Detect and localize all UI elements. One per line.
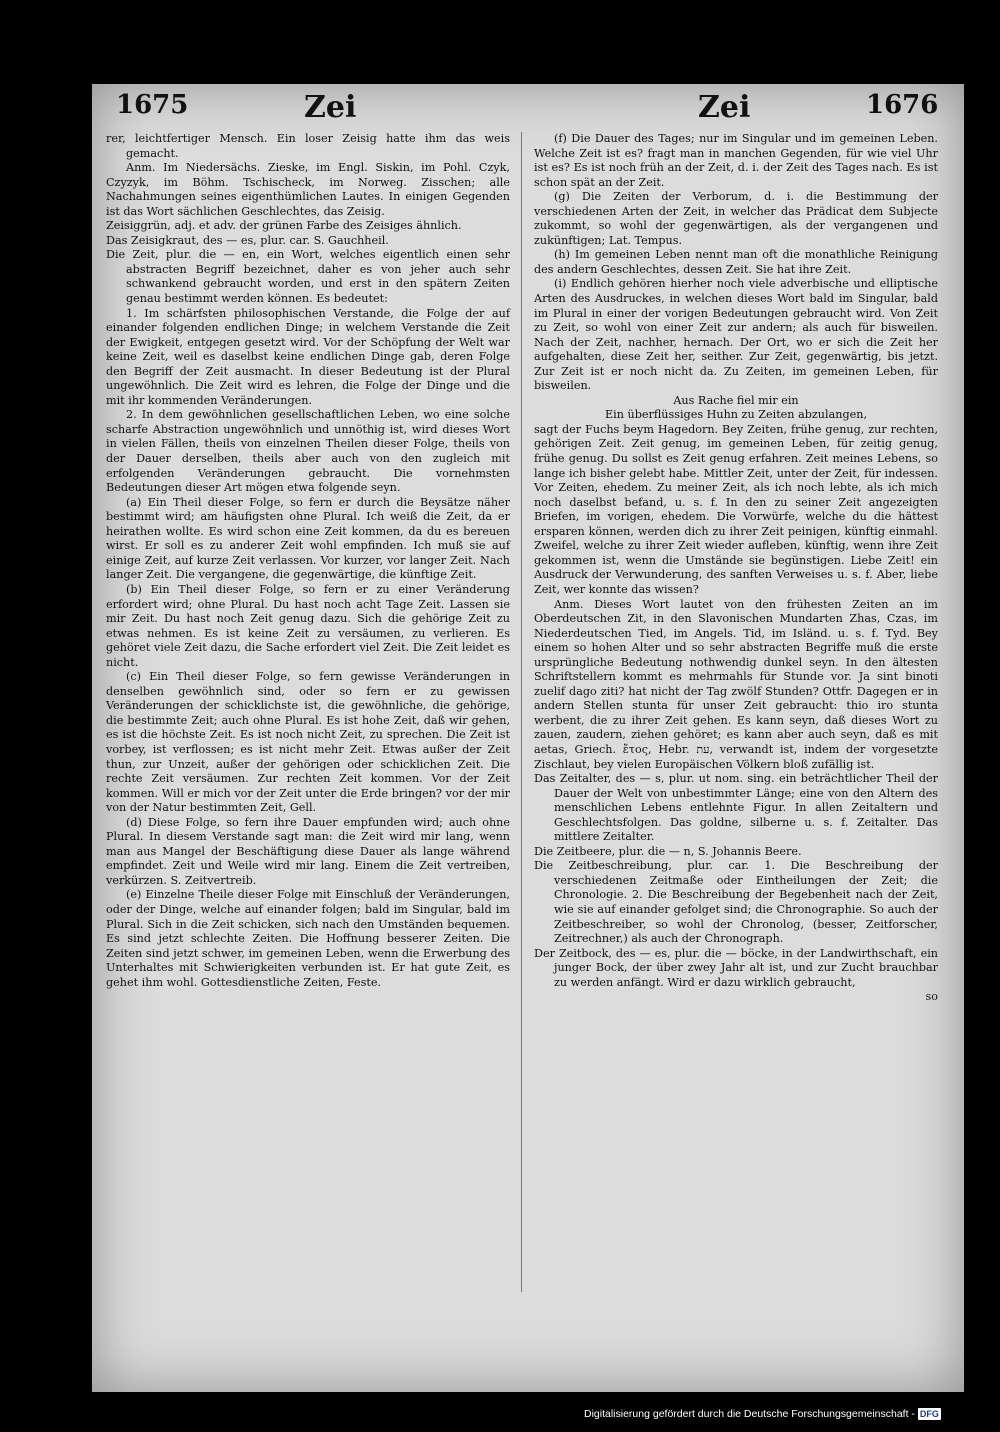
- dictionary-page: [92, 84, 964, 1392]
- left-column-paragraph: (d) Diese Folge, so fern ihre Dauer empfunden wird; auch ohne Plural. In diesem Verstande sagt man: die Zeit wird mir lang, wenn man aus Mangel der Beschäftigung diese Dauer als lange während empfindet. Zeit und Weile wird mir lang. Einem die Zeit vertreiben, verkürzen. S. Zeitvertreib.: [106, 815, 510, 887]
- left-column-paragraph: (c) Ein Theil dieser Folge, so fern gewisse Veränderungen in denselben gewöhnlich sind, oder so fern er zu gewissen Veränderungen der schicklichste ist, die gewöhnliche, die gehörige, die bestimmte Zeit; auch ohne Plural. Es ist hohe Zeit, daß wir gehen, es ist die höchste Zeit. Es ist noch nicht Zeit, zu sprechen. Die Zeit ist vorbey, ist verflossen; es ist nicht mehr Zeit. Etwas außer der Zeit thun, zur Unzeit, außer der gehörigen oder schicklichen Zeit. Die rechte Zeit versäumen. Zur rechten Zeit kommen. Vor der Zeit kommen. Will er mich vor der Zeit unter die Erde bringen? vor der mir von der Natur bestimmten Zeit, Gell.: [106, 670, 510, 815]
- footer-text: Digitalisierung gefördert durch die Deutsche Forschungsgemeinschaft -: [584, 1408, 915, 1420]
- right-column-paragraph: Der Zeitbock, des — es, plur. die — böcke, in der Landwirthschaft, ein junger Bock, der über zwey Jahr alt ist, und zur Zucht brauchbar zu werden anfängt. Wird er dazu wirklich gebraucht,: [534, 946, 938, 989]
- page-number-left: 1675: [116, 90, 189, 120]
- left-column-paragraph: Anm. Im Niedersächs. Zieske, im Engl. Siskin, im Pohl. Czyk, Czyzyk, im Böhm. Tschischeck, im Norweg. Zisschen; alle Nachahmungen seines eigenthümlichen Lautes. In einigen Gegenden ist das Wort sächlichen Geschlechtes, das Zeisig.: [106, 161, 510, 218]
- right-column-paragraph: (i) Endlich gehören hierher noch viele adverbische und elliptische Arten des Ausdruckes, in welchen dieses Wort bald im Singular, bald im Plural in einer der vorigen Bedeutungen gebraucht wird. Von Zeit zu Zeit, so wohl von einer Zeit zur andern; als auch für bisweilen. Nach der Zeit, nachher, hernach. Der Ort, wo er sich die Zeit her aufgehalten, diese Zeit her, seither. Zur Zeit, gegenwärtig, bis jetzt. Zur Zeit ist er noch nicht da. Zu Zeiten, im gemeinen Leben, für bisweilen.: [534, 277, 938, 393]
- catchword-right: Zei: [698, 90, 751, 125]
- digitization-footer: [584, 1408, 941, 1420]
- right-column-paragraph: (g) Die Zeiten der Verborum, d. i. die Bestimmung der verschiedenen Arten der Zeit, in welcher das Prädicat dem Subjecte zukommt, so wohl der gegenwärtigen, als der vergangenen und zukünftigen; Lat. Tempus.: [534, 190, 938, 247]
- left-column-paragraph: Zeisiggrün, adj. et adv. der grünen Farbe des Zeisiges ähnlich.: [106, 219, 462, 233]
- right-column-paragraph: (h) Im gemeinen Leben nennt man oft die monathliche Reinigung des andern Geschlechtes, dessen Zeit. Sie hat ihre Zeit.: [534, 248, 938, 276]
- right-column: [534, 132, 938, 1005]
- right-column-paragraph: Die Zeitbeere, plur. die — n, S. Johannis Beere.: [534, 844, 802, 858]
- left-column: [106, 132, 510, 990]
- page-number-right: 1676: [866, 90, 939, 120]
- left-column-paragraph: (b) Ein Theil dieser Folge, so fern er zu einer Veränderung erfordert wird; ohne Plural. Du hast noch acht Tage Zeit. Lassen sie mir Zeit. Du hast noch Zeit genug dazu. Sich die gehörige Zeit zu etwas nehmen. Es ist keine Zeit zu versäumen, zu verlieren. Es gehöret viele Zeit dazu, die Sache erfordert viel Zeit. Die Zeit leidet es nicht.: [106, 582, 510, 669]
- left-column-paragraph: 1. Im schärfsten philosophischen Verstande, die Folge der auf einander folgenden endlichen Dinge; in welchem Verstande die Zeit der Ewigkeit, entgegen gesetzt wird. Vor der Schöpfung der Welt war keine Zeit, weil es daselbst keine endlichen Dinge gab, deren Folge den Begriff der Zeit ausmacht. In dieser Bedeutung ist der Plural ungewöhnlich. Die Zeit wird es lehren, die Folge der Dinge und die mit ihr kommenden Veränderungen.: [106, 306, 510, 407]
- dfg-logo: DFG: [919, 1409, 939, 1420]
- right-column-paragraph: Die Zeitbeschreibung, plur. car. 1. Die Beschreibung der verschiedenen Zeitmaße oder Eintheilungen der Zeit; die Chronologie. 2. Die Beschreibung der Begebenheit nach der Zeit, wie sie auf einander gefolget sind; die Chronographie. So auch der Zeitbeschreiber, so wohl der Chronolog, (besser, Zeitforscher, Zeitrechner,) als auch der Chronograph.: [534, 859, 938, 946]
- right-column-paragraph: Das Zeitalter, des — s, plur. ut nom. sing. ein beträchtlicher Theil der Dauer der Welt von unbestimmter Länge; eine von den Altern des menschlichen Lebens entlehnte Figur. In allen Zeitaltern und Geschlechtsfolgen. Das goldne, silberne u. s. f. Zeitalter. Das mittlere Zeitalter.: [534, 772, 938, 844]
- right-column-paragraph: (f) Die Dauer des Tages; nur im Singular und im gemeinen Leben. Welche Zeit ist es? fragt man in manchen Gegenden, für wie viel Uhr ist es? Es ist noch früh an der Zeit, d. i. der Zeit des Tages nach. Es ist schon spät an der Zeit.: [534, 132, 938, 189]
- right-column-paragraph: sagt der Fuchs beym Hagedorn. Bey Zeiten, frühe genug, zur rechten, gehörigen Zeit. Zeit genug, im gemeinen Leben, für zeitig genug, frühe genug. Du sollst es Zeit genug erfahren. Zeit meines Lebens, so lange ich bisher gelebt habe. Mittler Zeit, unter der Zeit, für indessen. Vor Zeiten, ehedem. Zu meiner Zeit, als ich noch lebte, als ich mich noch daselbst befand, u. s. f. In den zu seiner Zeit angezeigten Briefen, im vorigen, ehedem. Die Vorwürfe, welche du die hättest ersparen können, werden dich zu ihrer Zeit peinigen, künftig einmahl. Zweifel, welche zu ihrer Zeit wieder aufleben, künftig, wenn ihre Zeit gekommen ist, wenn die Umstände sie begünstigen. Liebe Zeit! ein Ausdruck der Verwunderung, des sanften Verweises u. s. f. Aber, liebe Zeit, wer konnte das wissen?: [534, 422, 938, 596]
- left-column-paragraph: (a) Ein Theil dieser Folge, so fern er durch die Beysätze näher bestimmt wird; am häufigsten ohne Plural. Ich weiß die Zeit, da er heirathen wollte. Es wird schon eine Zeit kommen, da du es bereuen wirst. Er soll es zu anderer Zeit wohl empfinden. Ich muß sie auf einige Zeit, auf kurze Zeit verlassen. Vor kurzer, vor langer Zeit. Nach langer Zeit. Die vergangene, die gegenwärtige, die künftige Zeit.: [106, 495, 510, 582]
- left-column-paragraph: (e) Einzelne Theile dieser Folge mit Einschluß der Veränderungen, oder der Dinge, welche auf einander folgen; bald im Singular, bald im Plural. Sich in die Zeit schicken, sich nach den Umständen bequemen. Es sind jetzt schlechte Zeiten. Die Hoffnung besserer Zeiten. Die Zeiten sind jetzt schwer, im gemeinen Leben, wenn die Erwerbung des Unterhaltes mit Schwierigkeiten verbunden ist. Er hat gute Zeit, es gehet ihm wohl. Gottesdienstliche Zeiten, Feste.: [106, 888, 510, 989]
- page-header: [92, 84, 964, 134]
- right-column-paragraph: Aus Rache fiel mir ein: [673, 393, 799, 407]
- left-column-paragraph: Das Zeisigkraut, des — es, plur. car. S. Gauchheil.: [106, 233, 389, 247]
- right-column-paragraph: Ein überflüssiges Huhn zu Zeiten abzulangen,: [604, 408, 867, 422]
- catchword-left: Zei: [304, 90, 357, 125]
- column-divider: [521, 132, 522, 1292]
- left-column-paragraph: Die Zeit, plur. die — en, ein Wort, welches eigentlich einen sehr abstracten Begriff bezeichnet, daher es von jeher auch sehr schwankend gebraucht worden, und erst in den spätern Zeiten genau bestimmt werden können. Es bedeutet:: [106, 248, 510, 306]
- right-column-paragraph: Anm. Dieses Wort lautet von den frühesten Zeiten an im Oberdeutschen Zit, in den Slavonischen Mundarten Zhas, Czas, im Niederdeutschen Tied, im Angels. Tid, im Isländ. u. s. f. Tyd. Bey einem so hohen Alter und so sehr abstracten Begriffe muß die erste ursprüngliche Bedeutung nothwendig dunkel seyn. In den ältesten Schriftstellern kommt es mehrmahls für Stunde vor. Ja sint binoti zuelif dago ziti? hat nicht der Tag zwölf Stunden? Ottfr. Dagegen er in andern Stellen stunta für unser Zeit gebraucht: thio iro stunta werbent, die zu ihrer Zeit gehen. Es kann seyn, daß dieses Wort zu zauen, zaudern, ziehen gehöret; es kann aber auch seyn, daß es mit aetas, Griech. ἔτος, Hebr. עת, verwandt ist, indem der vorgesetzte Zischlaut, bey vielen Europäischen Völkern bloß zufällig ist.: [534, 597, 939, 771]
- left-column-paragraph: rer, leichtfertiger Mensch. Ein loser Zeisig hatte ihm das weis gemacht.: [106, 132, 510, 160]
- left-column-paragraph: 2. In dem gewöhnlichen gesellschaftlichen Leben, wo eine solche scharfe Abstraction ungewöhnlich und unnöthig ist, wird dieses Wort in vielen Fällen, theils von einzelnen Theilen dieser Folge, theils von der Dauer derselben, theils aber auch von den zugleich mit erfolgenden Veränderungen gebraucht. Die vornehmsten Bedeutungen dieser Art mögen etwa folgende seyn.: [106, 408, 510, 495]
- right-column-paragraph: so: [925, 990, 938, 1004]
